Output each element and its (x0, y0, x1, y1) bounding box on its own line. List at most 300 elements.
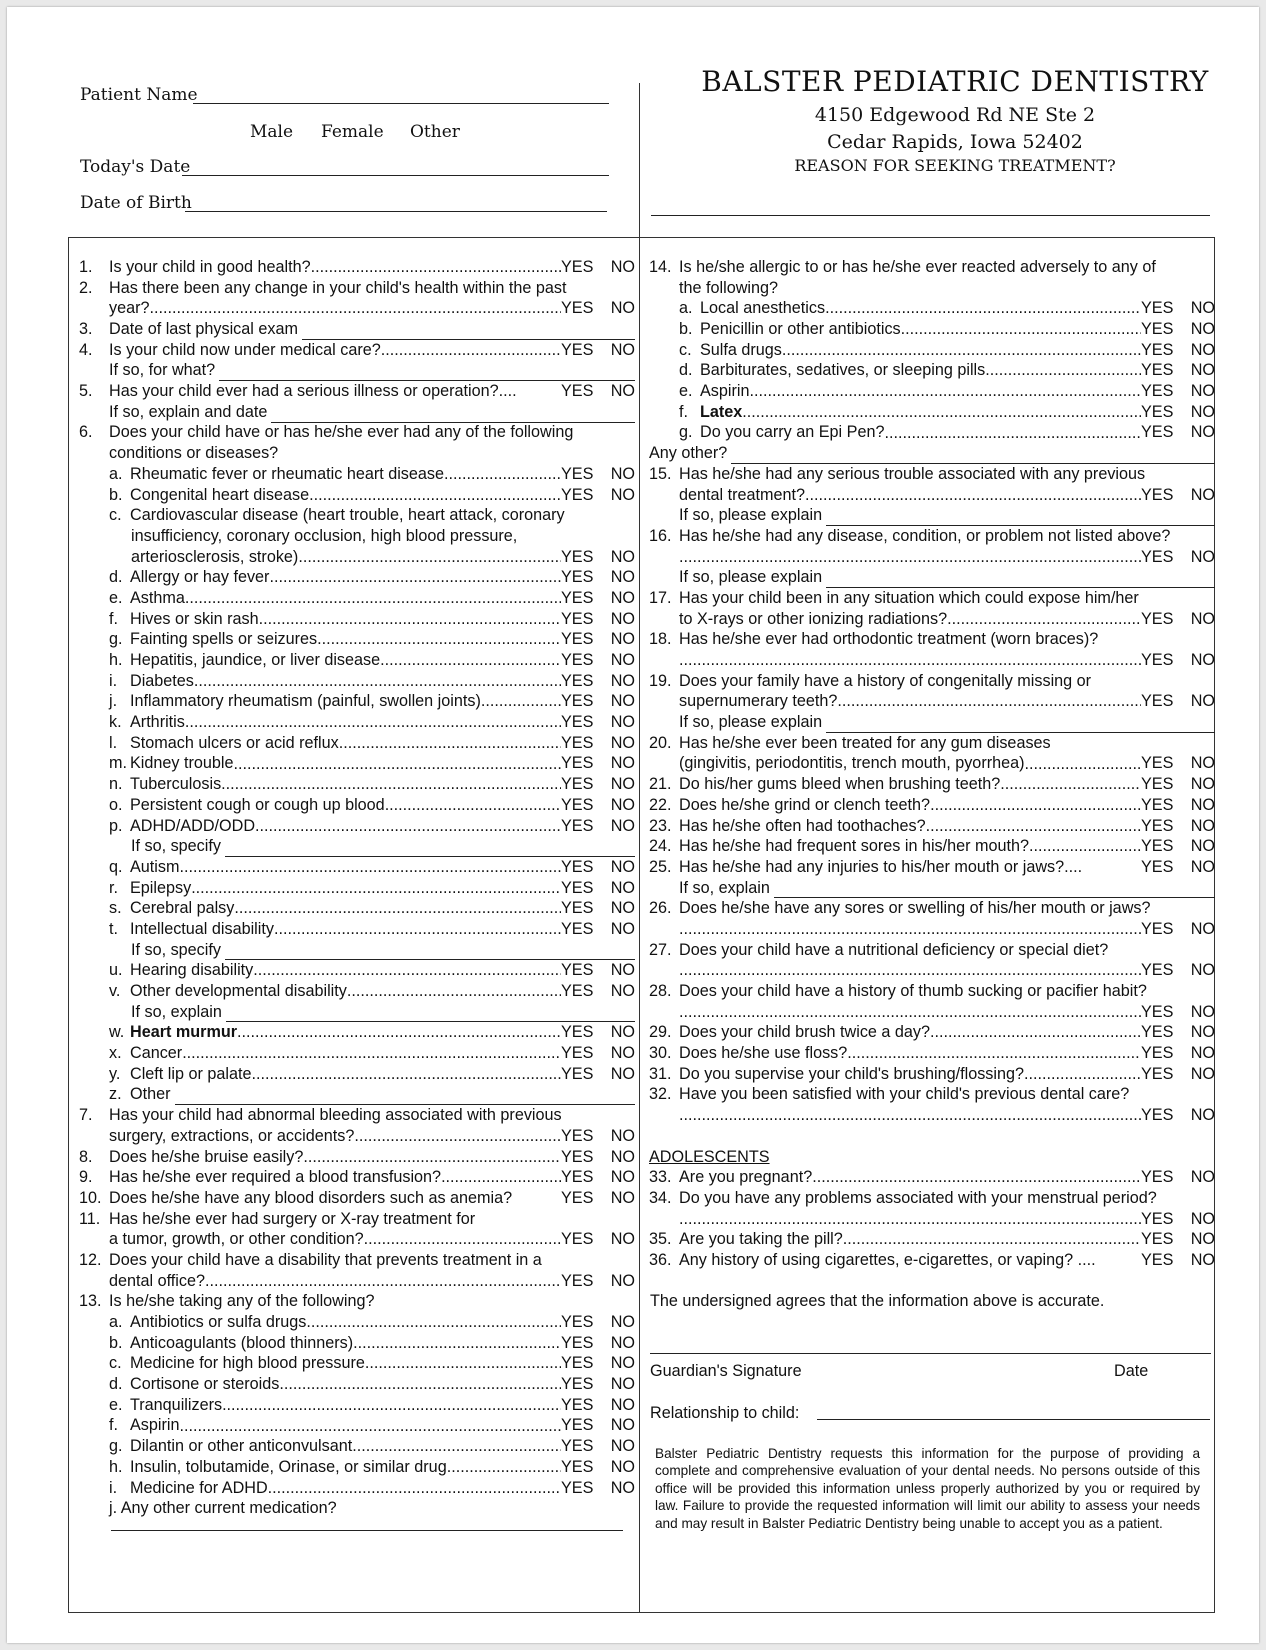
no-option[interactable]: NO (610, 1354, 635, 1373)
yes-option[interactable]: YES (1141, 1064, 1174, 1083)
health-questions-left (79, 257, 635, 1519)
no-option[interactable]: NO (610, 340, 635, 359)
health-questions-right (649, 257, 1215, 1271)
question-number: a. (109, 1313, 123, 1332)
question-text: Dilantin or other anticonvulsant (130, 1437, 353, 1456)
answer-field[interactable] (226, 1007, 635, 1022)
no-option[interactable]: NO (1190, 1168, 1215, 1187)
question-number: 4. (79, 340, 93, 359)
question-text: dental office? (109, 1271, 206, 1290)
gender-male-option[interactable]: Male (250, 122, 294, 142)
question-number: 10. (79, 1188, 102, 1207)
yes-option[interactable]: YES (561, 982, 594, 1001)
question-text: Medicine for high blood pressure (130, 1354, 365, 1373)
no-option[interactable]: NO (610, 382, 635, 401)
yes-option[interactable]: YES (561, 1271, 594, 1290)
question-row (649, 857, 1215, 878)
question-row (649, 691, 1215, 712)
section-heading: ADOLESCENTS (649, 1147, 770, 1166)
question-row (649, 443, 1215, 464)
question-number: 14. (649, 257, 672, 276)
question-row (649, 671, 1215, 692)
question-text: Is your child in good health? (109, 257, 311, 276)
no-option[interactable]: NO (1190, 961, 1215, 980)
question-text: supernumerary teeth? (679, 692, 838, 711)
no-option[interactable]: NO (1190, 1209, 1215, 1228)
no-option[interactable]: NO (1190, 340, 1215, 359)
no-option[interactable]: NO (610, 982, 635, 1001)
no-option[interactable]: NO (610, 899, 635, 918)
no-option[interactable]: NO (610, 713, 635, 732)
leader-dots (191, 878, 561, 899)
question-text: If so, explain (679, 878, 770, 897)
no-option[interactable]: NO (1190, 402, 1215, 421)
question-number: h. (109, 651, 123, 670)
question-text: If so, specify (131, 940, 221, 959)
question-row (79, 1395, 635, 1416)
leader-dots (697, 547, 1141, 568)
yes-option[interactable]: YES (561, 257, 594, 276)
question-text: Persistent cough or cough up blood (130, 795, 385, 814)
no-option[interactable]: NO (610, 1168, 635, 1187)
question-number: d. (679, 361, 693, 380)
leader-dots (354, 1126, 561, 1147)
no-option[interactable]: NO (610, 795, 635, 814)
leader-dots (298, 547, 561, 568)
no-option[interactable]: NO (1190, 857, 1215, 876)
question-text: Asthma (130, 588, 185, 607)
no-option[interactable]: NO (1190, 320, 1215, 339)
no-option[interactable]: NO (1190, 754, 1215, 773)
signature-line[interactable] (650, 1353, 1211, 1354)
question-text: .... (679, 1209, 697, 1228)
question-text: Other (130, 1085, 171, 1104)
leader-dots (303, 1147, 561, 1168)
question-row (79, 1353, 635, 1374)
question-number: 3. (79, 320, 93, 339)
no-option[interactable]: NO (1190, 775, 1215, 794)
answer-field[interactable] (175, 1090, 636, 1105)
answer-field[interactable] (219, 366, 635, 381)
answer-field[interactable] (225, 945, 635, 960)
question-number: 22. (649, 795, 672, 814)
yes-option[interactable]: YES (561, 857, 594, 876)
question-text: Aspirin (130, 1416, 180, 1435)
yes-option[interactable]: YES (561, 1416, 594, 1435)
yes-option[interactable]: YES (561, 588, 594, 607)
no-option[interactable]: NO (610, 630, 635, 649)
question-text: Do you carry an Epi Pen? (700, 423, 885, 442)
answer-field[interactable] (774, 883, 1215, 898)
leader-dots (901, 319, 1141, 340)
no-option[interactable]: NO (1190, 1002, 1215, 1021)
no-option[interactable]: NO (610, 1375, 635, 1394)
no-option[interactable]: NO (1190, 1044, 1215, 1063)
no-option[interactable]: NO (610, 1147, 635, 1166)
question-row (649, 712, 1215, 733)
yes-option[interactable]: YES (561, 816, 594, 835)
yes-option[interactable]: YES (1141, 1168, 1174, 1187)
yes-option[interactable]: YES (1141, 961, 1174, 980)
practice-address-2: Cedar Rapids, Iowa 52402 (827, 131, 1083, 153)
question-text: Hearing disability (130, 961, 254, 980)
no-option[interactable]: NO (610, 816, 635, 835)
no-option[interactable]: NO (1190, 299, 1215, 318)
yes-option[interactable]: YES (1141, 919, 1174, 938)
leader-dots (339, 733, 561, 754)
answer-field[interactable] (302, 325, 635, 340)
leader-dots (926, 816, 1141, 837)
no-option[interactable]: NO (610, 1457, 635, 1476)
patient-name-field[interactable] (193, 103, 609, 104)
yes-option[interactable]: YES (561, 1395, 594, 1414)
question-number: 21. (649, 775, 672, 794)
yes-option[interactable]: YES (561, 340, 594, 359)
leader-dots (782, 340, 1141, 361)
no-option[interactable]: NO (1190, 1250, 1215, 1269)
yes-option[interactable]: YES (1141, 485, 1174, 504)
yes-option[interactable]: YES (561, 1375, 594, 1394)
yes-option[interactable]: YES (1141, 857, 1174, 876)
no-option[interactable]: NO (610, 464, 635, 483)
question-row (79, 754, 635, 775)
question-text: Sulfa drugs (700, 340, 782, 359)
no-option[interactable]: NO (610, 775, 635, 794)
question-number: 17. (649, 588, 672, 607)
answer-field[interactable] (731, 449, 1215, 464)
question-row (649, 423, 1215, 444)
yes-option[interactable]: YES (561, 919, 594, 938)
leader-dots (930, 795, 1141, 816)
yes-option[interactable]: YES (561, 382, 594, 401)
no-option[interactable]: NO (610, 919, 635, 938)
no-option[interactable]: NO (610, 671, 635, 690)
question-row (649, 360, 1215, 381)
reason-field[interactable] (651, 215, 1210, 216)
yes-option[interactable]: YES (561, 878, 594, 897)
yes-option[interactable]: YES (1141, 795, 1174, 814)
other-medication-field[interactable] (111, 1530, 623, 1531)
yes-option[interactable]: YES (561, 899, 594, 918)
yes-option[interactable]: YES (1141, 1002, 1174, 1021)
yes-option[interactable]: YES (561, 1457, 594, 1476)
yes-option[interactable]: YES (1141, 1230, 1174, 1249)
yes-option[interactable]: YES (561, 299, 594, 318)
yes-option[interactable]: YES (561, 754, 594, 773)
no-option[interactable]: NO (1190, 837, 1215, 856)
question-text: Has he/she had any serious trouble associated with any previous (679, 464, 1146, 483)
practice-name: BALSTER PEDIATRIC DENTISTRY (701, 65, 1209, 98)
no-option[interactable]: NO (1190, 1064, 1215, 1083)
yes-option[interactable]: YES (561, 1478, 594, 1497)
question-number: 30. (649, 1044, 672, 1063)
question-row (79, 402, 635, 423)
question-row (79, 1085, 635, 1106)
question-number: 5. (79, 382, 93, 401)
leader-dots (279, 1374, 561, 1395)
question-number: 29. (649, 1023, 672, 1042)
question-row (649, 650, 1215, 671)
no-option[interactable]: NO (610, 485, 635, 504)
leader-dots (234, 898, 561, 919)
question-row (79, 423, 635, 444)
question-row (79, 298, 635, 319)
question-row (79, 774, 635, 795)
no-option[interactable]: NO (1190, 692, 1215, 711)
question-number: 7. (79, 1106, 93, 1125)
question-row (79, 1312, 635, 1333)
no-option[interactable]: NO (610, 1230, 635, 1249)
question-number: e. (679, 382, 693, 401)
yes-option[interactable]: YES (1141, 1250, 1174, 1269)
no-option[interactable]: NO (1190, 1106, 1215, 1125)
question-text: Tranquilizers (130, 1395, 223, 1414)
no-option[interactable]: NO (610, 692, 635, 711)
question-row (79, 505, 635, 526)
yes-option[interactable]: YES (1141, 423, 1174, 442)
no-option[interactable]: NO (610, 1126, 635, 1145)
question-text: If so, explain and date (109, 402, 268, 421)
question-text: Has he/she ever been treated for any gum diseases (679, 733, 1051, 752)
yes-option[interactable]: YES (561, 671, 594, 690)
leader-dots (812, 1167, 1141, 1188)
question-number: 13. (79, 1292, 102, 1311)
question-number: z. (109, 1085, 122, 1104)
yes-option[interactable]: YES (561, 1064, 594, 1083)
yes-option[interactable]: YES (1141, 547, 1174, 566)
yes-option[interactable]: YES (1141, 692, 1174, 711)
yes-option[interactable]: YES (1141, 837, 1174, 856)
question-number: l. (109, 733, 118, 752)
no-option[interactable]: NO (1190, 609, 1215, 628)
question-row (79, 1043, 635, 1064)
question-row (79, 650, 635, 671)
no-option[interactable]: NO (1190, 1023, 1215, 1042)
yes-option[interactable]: YES (1141, 775, 1174, 794)
dob-field[interactable] (185, 211, 607, 212)
leader-dots (269, 567, 561, 588)
no-option[interactable]: NO (1190, 485, 1215, 504)
question-text: If so, please explain (679, 713, 823, 732)
question-text: .... (679, 547, 697, 566)
no-option[interactable]: NO (1190, 816, 1215, 835)
answer-field[interactable] (826, 511, 1215, 526)
leader-dots (237, 1022, 561, 1043)
yes-option[interactable]: YES (561, 651, 594, 670)
question-number: i. (109, 1478, 118, 1497)
no-option[interactable]: NO (610, 299, 635, 318)
no-option[interactable]: NO (610, 1023, 635, 1042)
yes-option[interactable]: YES (1141, 299, 1174, 318)
no-option[interactable]: NO (610, 651, 635, 670)
yes-option[interactable]: YES (561, 609, 594, 628)
leader-dots (185, 712, 561, 733)
no-option[interactable]: NO (1190, 651, 1215, 670)
no-option[interactable]: NO (1190, 1230, 1215, 1249)
yes-option[interactable]: YES (561, 775, 594, 794)
question-text: Do you have any problems associated with your menstrual period? (679, 1188, 1157, 1207)
todays-date-field[interactable] (182, 175, 609, 176)
leader-dots (309, 485, 561, 506)
question-text: If so, please explain (679, 568, 823, 587)
leader-dots (352, 1436, 561, 1457)
no-option[interactable]: NO (610, 878, 635, 897)
no-option[interactable]: NO (610, 1188, 635, 1207)
question-row (79, 340, 635, 361)
no-option[interactable]: NO (610, 588, 635, 607)
no-option[interactable]: NO (1190, 361, 1215, 380)
no-option[interactable]: NO (610, 1395, 635, 1414)
leader-dots (381, 340, 561, 361)
question-text: Date of last physical exam (109, 320, 298, 339)
leader-dots (947, 609, 1141, 630)
yes-option[interactable]: YES (561, 547, 594, 566)
no-option[interactable]: NO (610, 733, 635, 752)
yes-option[interactable]: YES (1141, 340, 1174, 359)
gender-other-option[interactable]: Other (410, 122, 460, 142)
answer-field[interactable] (271, 408, 635, 423)
question-row (649, 754, 1215, 775)
question-text: Penicillin or other antibiotics (700, 320, 901, 339)
question-number: f. (109, 609, 118, 628)
no-option[interactable]: NO (610, 257, 635, 276)
question-text: If so, for what? (109, 361, 216, 380)
no-option[interactable]: NO (610, 1064, 635, 1083)
question-number: a. (679, 299, 693, 318)
leader-dots (447, 1457, 561, 1478)
question-text: Any other? (649, 444, 728, 463)
no-option[interactable]: NO (1190, 382, 1215, 401)
yes-option[interactable]: YES (561, 1313, 594, 1332)
yes-option[interactable]: YES (561, 464, 594, 483)
yes-option[interactable]: YES (561, 1023, 594, 1042)
yes-option[interactable]: YES (1141, 320, 1174, 339)
question-row (79, 816, 635, 837)
yes-option[interactable]: YES (561, 713, 594, 732)
no-option[interactable]: NO (610, 1416, 635, 1435)
yes-option[interactable]: YES (561, 1437, 594, 1456)
question-text: dental treatment? (679, 485, 805, 504)
question-text: Diabetes (130, 671, 194, 690)
question-text: Any history of using cigarettes, e-cigarettes, or vaping? .... (679, 1250, 1096, 1269)
no-option[interactable]: NO (610, 754, 635, 773)
question-number: v. (109, 982, 121, 1001)
yes-option[interactable]: YES (1141, 816, 1174, 835)
yes-option[interactable]: YES (561, 1230, 594, 1249)
question-number: w. (109, 1023, 125, 1042)
question-text: Aspirin (700, 382, 750, 401)
question-text: Is your child now under medical care? (109, 340, 381, 359)
question-number: s. (109, 899, 122, 918)
question-text: Has he/she had frequent sores in his/her mouth? (679, 837, 1030, 856)
no-option[interactable]: NO (610, 857, 635, 876)
question-number: y. (109, 1064, 121, 1083)
question-number: 33. (649, 1168, 672, 1187)
question-text: Hepatitis, jaundice, or liver disease (130, 651, 381, 670)
question-row (649, 1147, 1215, 1168)
question-number: g. (109, 1437, 123, 1456)
question-text: Rheumatic fever or rheumatic heart disease (130, 464, 445, 483)
yes-option[interactable]: YES (561, 795, 594, 814)
question-row (649, 402, 1215, 423)
question-number: 25. (649, 857, 672, 876)
yes-option[interactable]: YES (561, 485, 594, 504)
question-text: Barbiturates, sedatives, or sleeping pills (700, 361, 986, 380)
no-option[interactable]: NO (610, 1333, 635, 1352)
yes-option[interactable]: YES (1141, 1209, 1174, 1228)
no-option[interactable]: NO (1190, 795, 1215, 814)
question-text: Has he/she ever had surgery or X-ray treatment for (109, 1209, 476, 1228)
no-option[interactable]: NO (610, 1437, 635, 1456)
question-text: Does he/she have any sores or swelling of his/her mouth or jaws? (679, 899, 1151, 918)
yes-option[interactable]: YES (561, 961, 594, 980)
no-option[interactable]: NO (1190, 919, 1215, 938)
no-option[interactable]: NO (610, 547, 635, 566)
no-option[interactable]: NO (610, 1313, 635, 1332)
question-row (649, 505, 1215, 526)
yes-option[interactable]: YES (561, 1354, 594, 1373)
question-row (649, 1002, 1215, 1023)
question-number: b. (679, 320, 693, 339)
yes-option[interactable]: YES (1141, 402, 1174, 421)
no-option[interactable]: NO (610, 1478, 635, 1497)
yes-option[interactable]: YES (1141, 1023, 1174, 1042)
question-row (649, 588, 1215, 609)
gender-female-option[interactable]: Female (321, 122, 384, 142)
no-option[interactable]: NO (610, 568, 635, 587)
yes-option[interactable]: YES (1141, 382, 1174, 401)
no-option[interactable]: NO (1190, 547, 1215, 566)
yes-option[interactable]: YES (561, 692, 594, 711)
leader-dots (222, 1395, 561, 1416)
yes-option[interactable]: YES (561, 1044, 594, 1063)
no-option[interactable]: NO (610, 1271, 635, 1290)
yes-option[interactable]: YES (1141, 754, 1174, 773)
answer-field[interactable] (225, 842, 635, 857)
yes-option[interactable]: YES (561, 568, 594, 587)
question-row (649, 774, 1215, 795)
yes-option[interactable]: YES (561, 733, 594, 752)
answer-field[interactable] (826, 573, 1215, 588)
yes-option[interactable]: YES (1141, 1044, 1174, 1063)
no-option[interactable]: NO (610, 961, 635, 980)
no-option[interactable]: NO (610, 1044, 635, 1063)
yes-option[interactable]: YES (1141, 361, 1174, 380)
yes-option[interactable]: YES (561, 1168, 594, 1187)
question-number: 23. (649, 816, 672, 835)
yes-option[interactable]: YES (1141, 609, 1174, 628)
question-row (79, 443, 635, 464)
question-row (649, 257, 1215, 278)
yes-option[interactable]: YES (1141, 1106, 1174, 1125)
yes-option[interactable]: YES (561, 1188, 594, 1207)
yes-option[interactable]: YES (561, 1126, 594, 1145)
yes-option[interactable]: YES (561, 1147, 594, 1166)
no-option[interactable]: NO (1190, 423, 1215, 442)
no-option[interactable]: NO (610, 609, 635, 628)
question-text: Has he/she had any disease, condition, or problem not listed above? (679, 526, 1171, 545)
leader-dots (697, 919, 1141, 940)
answer-field[interactable] (826, 718, 1215, 733)
question-number: i. (109, 671, 118, 690)
yes-option[interactable]: YES (561, 630, 594, 649)
leader-dots (444, 464, 561, 485)
relationship-field[interactable] (817, 1419, 1210, 1420)
yes-option[interactable]: YES (561, 1333, 594, 1352)
question-row (79, 1333, 635, 1354)
yes-option[interactable]: YES (1141, 651, 1174, 670)
question-row (649, 1188, 1215, 1209)
